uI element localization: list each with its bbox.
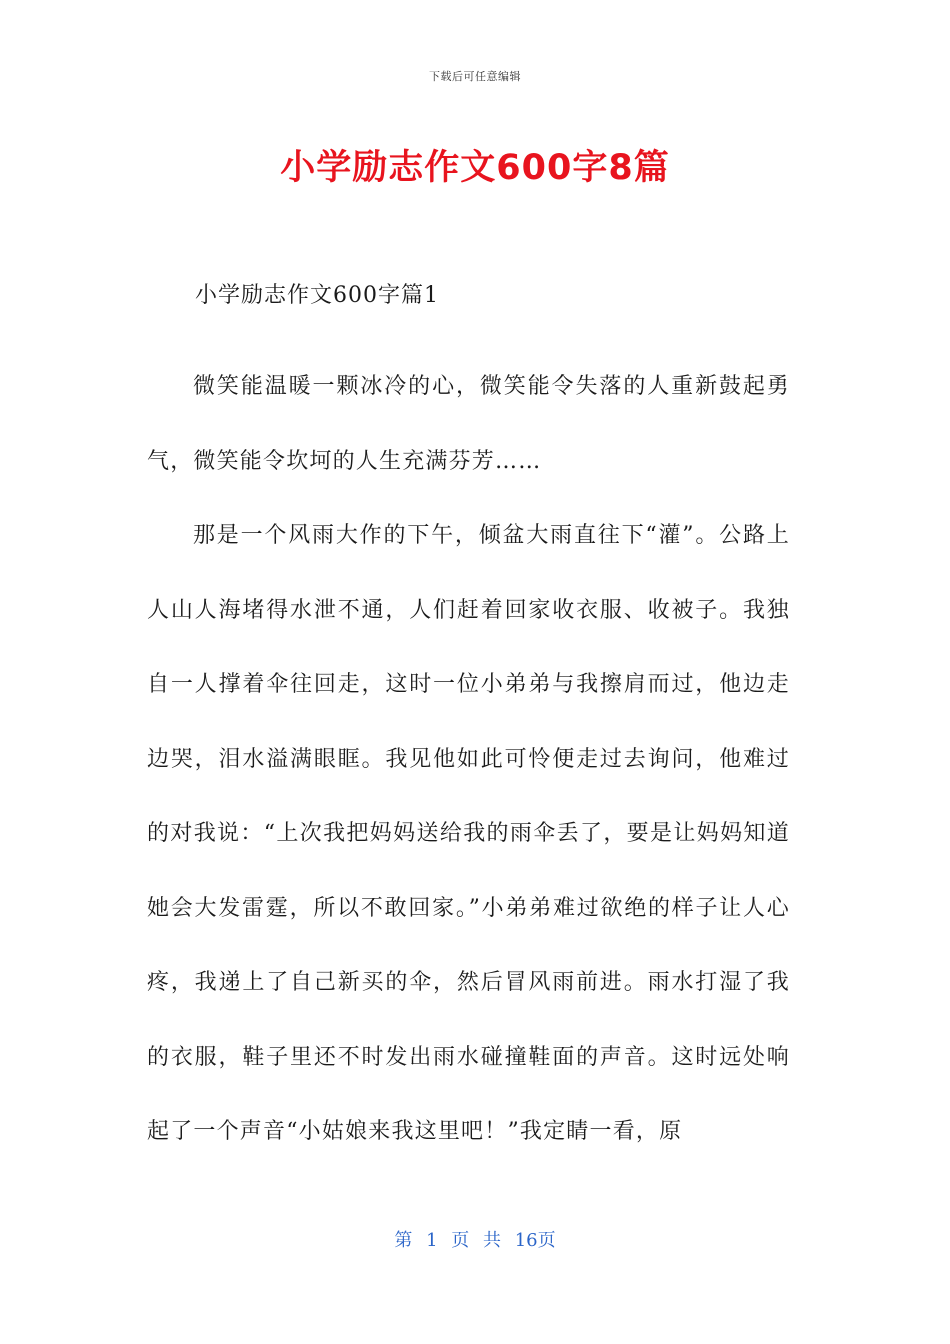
paragraph: 那是一个风雨大作的下午，倾盆大雨直往下“灌”。公路上人山人海堵得水泄不通，人们赶着回家收衣服、收被子。我独自一人撑着伞往回走，这时一位小弟弟与我擦肩而过，他边走边哭，泪水溢满眼眶。我见他如此可怜便走过去询问，他难过的对我说：“上次我把妈妈送给我的雨伞丢了，要是让妈妈知道她会大发雷霆，所以不敢回家。”小弟弟难过欲绝的样子让人心疼，我递上了自己新买的伞，然后冒风雨前进。雨水打湿了我的衣服，鞋子里还不时发出雨水碰撞鞋面的声音。这时远处响起了一个声音“小姑娘来我这里吧！”我定睛一看，原 [147, 523, 790, 1144]
document-title: 小学励志作文600字8篇 [280, 148, 670, 188]
section-heading: 小学励志作文600字篇1 [195, 283, 439, 308]
paragraph: 微笑能温暖一颗冰冷的心，微笑能令失落的人重新鼓起勇气，微笑能令坎坷的人生充满芬芳…… [147, 374, 790, 474]
page-number: 第 1 页 共 16页 [394, 1230, 556, 1251]
header-note: 下载后可任意编辑 [429, 70, 521, 83]
document-body [147, 276, 790, 1170]
